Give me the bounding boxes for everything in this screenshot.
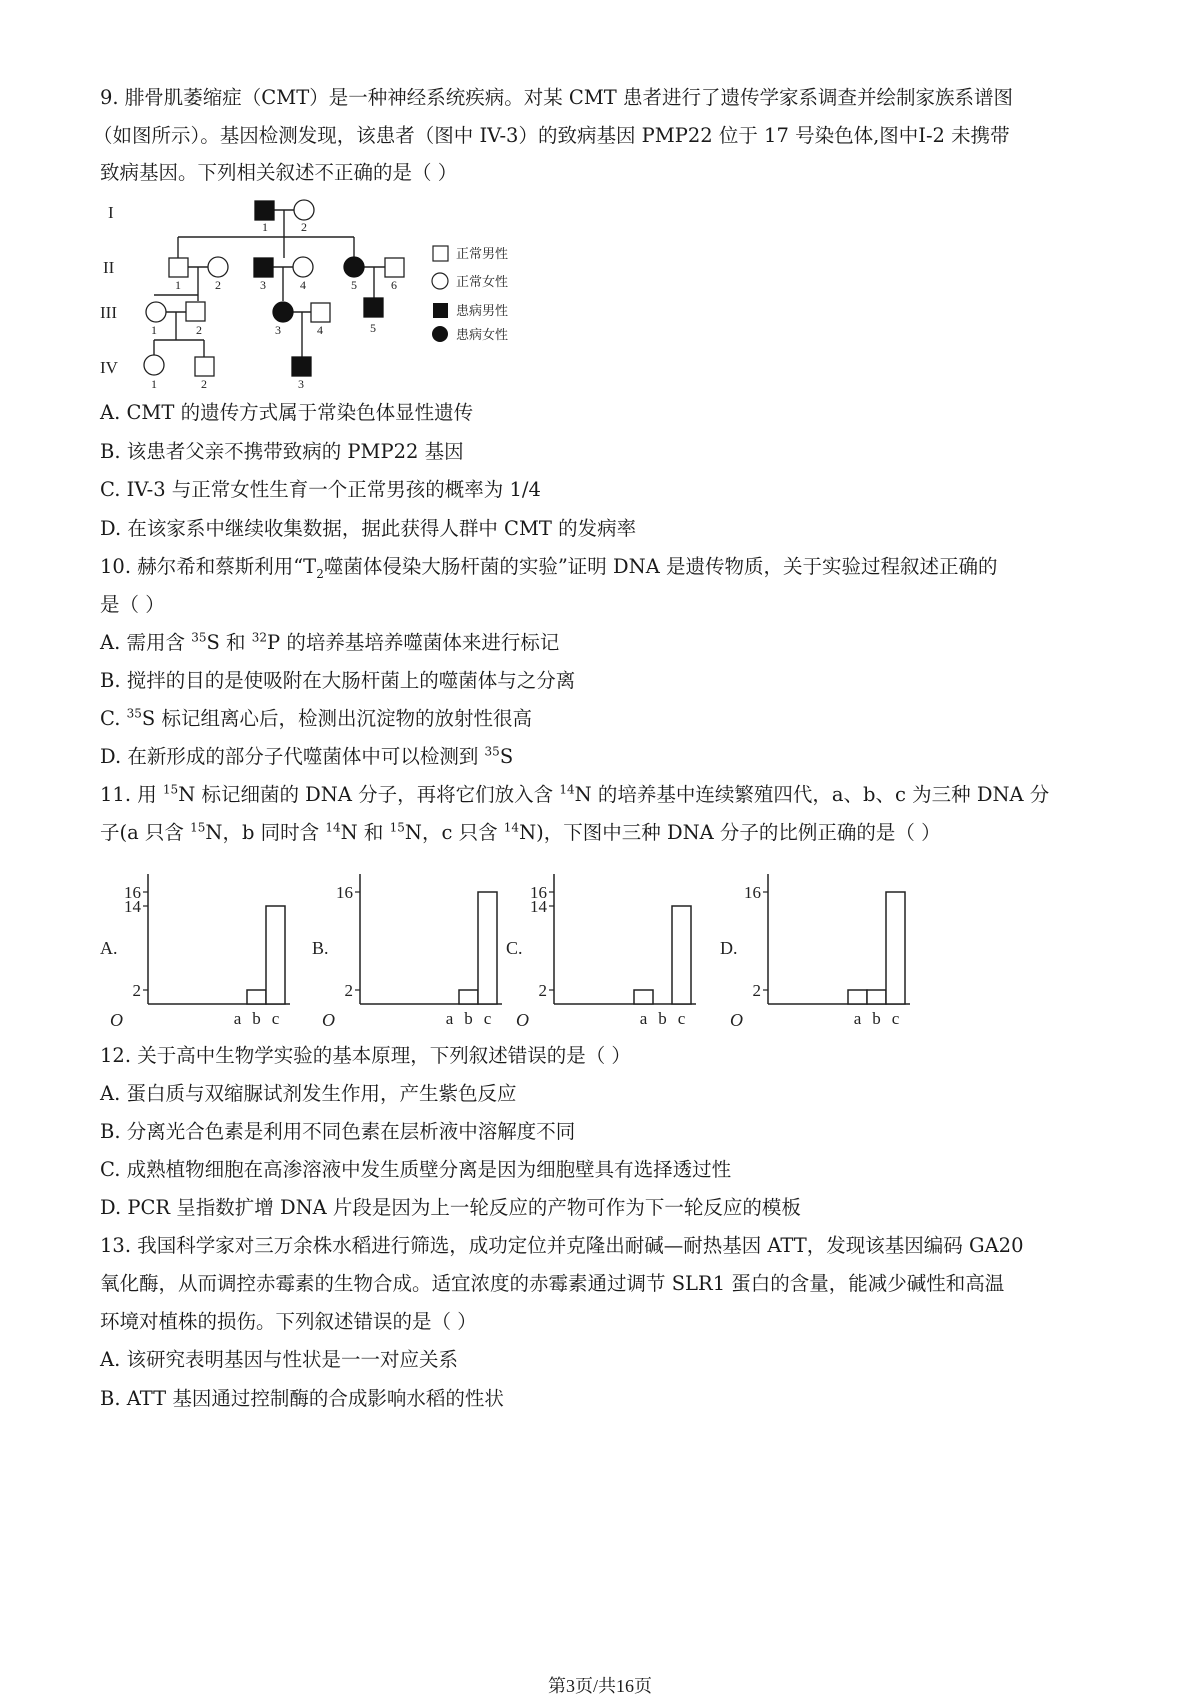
- generation-label-II: II: [103, 258, 115, 277]
- x-category-label: c: [271, 1009, 280, 1028]
- q11-stem-line-2: 子(a 只含 $^{15}$N，b 同时含 $^{14}$N 和 $^{15}$N，c 只含 $^{14}$N)，下图中三种 DNA 分子的比例正确的是（ ）: [100, 820, 941, 844]
- chart-option-label: D.: [720, 938, 738, 958]
- bar-c: [886, 892, 905, 1004]
- q13-stem-line-1: 13. 我国科学家对三万余株水稻进行筛选，成功定位并克隆出耐碱—耐热基因 ATT，发现该基因编码 GA20: [100, 1234, 1024, 1257]
- pedigree-number: 2: [201, 377, 207, 391]
- q13-stem-line-2: 氧化酶，从而调控赤霉素的生物合成。适宜浓度的赤霉素通过调节 SLR1 蛋白的含量，能减少碱性和高温: [100, 1272, 1005, 1295]
- bar-b: [247, 990, 266, 1004]
- bar-a: [634, 990, 653, 1004]
- pedigree-III-3: [273, 302, 293, 322]
- axis-origin-label: O: [322, 1010, 335, 1030]
- pedigree-legend: [432, 246, 508, 342]
- legend-affected-male: 患病男性: [456, 303, 509, 318]
- pedigree-number: 2: [301, 220, 307, 234]
- pedigree-number: 6: [391, 278, 397, 292]
- q12-option-d: D. PCR 呈指数扩增 DNA 片段是因为上一轮反应的产物可作为下一轮反应的模板: [100, 1196, 801, 1219]
- q10-option-a: A. 需用含 $^{35}$S 和 $^{32}$P 的培养基培养噬菌体来进行标记: [100, 630, 560, 654]
- pedigree-IV-1: [144, 355, 164, 375]
- pedigree-III-1: [146, 302, 166, 322]
- q9-stem-line-1: 9. 腓骨肌萎缩症（CMT）是一种神经系统疾病。对某 CMT 患者进行了遗传学家系调查并绘制家族系谱图: [100, 86, 1013, 109]
- y-tick-label: 2: [132, 981, 141, 1000]
- x-category-label: b: [658, 1009, 667, 1028]
- pedigree-diagram: [100, 197, 540, 392]
- pedigree-number: 2: [215, 278, 221, 292]
- x-category-label: a: [853, 1009, 862, 1028]
- q13-option-a: A. 该研究表明基因与性状是一一对应关系: [100, 1348, 458, 1371]
- q9-option-c: C. IV-3 与正常女性生育一个正常男孩的概率为 1/4: [100, 478, 541, 501]
- q10-option-b: B. 搅拌的目的是使吸附在大肠杆菌上的噬菌体与之分离: [100, 669, 576, 692]
- axis-origin-label: O: [110, 1010, 123, 1030]
- q12-option-a: A. 蛋白质与双缩脲试剂发生作用，产生紫色反应: [100, 1082, 517, 1105]
- pedigree-number: 5: [351, 278, 357, 292]
- q9-stem-line-2: （如图所示）。基因检测发现，该患者（图中 IV-3）的致病基因 PMP22 位于 17 号染色体,图中Ⅰ-2 未携带: [93, 124, 1010, 147]
- chart-option-label: C.: [506, 938, 523, 958]
- pedigree-II-3: [254, 258, 273, 277]
- q12-stem: 12. 关于高中生物学实验的基本原理，下列叙述错误的是（ ）: [100, 1044, 631, 1067]
- x-category-label: c: [891, 1009, 900, 1028]
- y-tick-label: 2: [752, 981, 761, 1000]
- q10-stem-line-2: 是（ ）: [100, 593, 165, 616]
- bar-c: [478, 892, 497, 1004]
- pedigree-IV-2: [195, 357, 214, 376]
- q13-stem-line-3: 环境对植株的损伤。下列叙述错误的是（ ）: [100, 1310, 477, 1333]
- pedigree-number: 5: [370, 321, 376, 335]
- x-category-label: c: [677, 1009, 686, 1028]
- pedigree-III-2: [186, 302, 205, 321]
- y-tick-label: 16: [336, 883, 353, 902]
- y-tick-label: 2: [538, 981, 547, 1000]
- y-tick-label: 14: [124, 897, 141, 916]
- q10-option-d: D. 在新形成的部分子代噬菌体中可以检测到 $^{35}$S: [100, 744, 514, 768]
- chart-option-3: [720, 862, 920, 1037]
- pedigree-number: 3: [260, 278, 266, 292]
- generation-label-III: III: [100, 303, 117, 322]
- legend-normal-male: 正常男性: [456, 246, 509, 261]
- pedigree-number: 3: [275, 323, 281, 337]
- pedigree-IV-3: [292, 357, 311, 376]
- chart-option-2: [506, 862, 706, 1037]
- y-tick-label: 14: [530, 897, 547, 916]
- x-category-label: a: [445, 1009, 454, 1028]
- pedigree-number: 4: [317, 323, 323, 337]
- pedigree-II-5: [344, 257, 364, 277]
- x-category-label: b: [252, 1009, 261, 1028]
- q9-option-b: B. 该患者父亲不携带致病的 PMP22 基因: [100, 440, 464, 463]
- pedigree-number: 1: [175, 278, 181, 292]
- chart-option-1: [312, 862, 512, 1037]
- generation-label-IV: IV: [100, 358, 118, 377]
- y-tick-label: 16: [124, 883, 141, 902]
- chart-option-label: B.: [312, 938, 329, 958]
- y-tick-label: 16: [530, 883, 547, 902]
- bar-b: [459, 990, 478, 1004]
- pedigree-I-1: [255, 201, 274, 220]
- axis-origin-label: O: [516, 1010, 529, 1030]
- pedigree-III-5: [364, 298, 383, 317]
- x-category-label: b: [872, 1009, 881, 1028]
- q12-option-b: B. 分离光合色素是利用不同色素在层析液中溶解度不同: [100, 1120, 576, 1143]
- pedigree-number: 1: [151, 377, 157, 391]
- x-category-label: b: [464, 1009, 473, 1028]
- bar-a: [848, 990, 867, 1004]
- pedigree-number: 4: [300, 278, 306, 292]
- q9-option-a: A. CMT 的遗传方式属于常染色体显性遗传: [100, 401, 474, 424]
- pedigree-number: 1: [262, 220, 268, 234]
- q10-option-c: C. $^{35}$S 标记组离心后，检测出沉淀物的放射性很高: [100, 706, 532, 730]
- pedigree-number: 1: [151, 323, 157, 337]
- q9-option-d: D. 在该家系中继续收集数据，据此获得人群中 CMT 的发病率: [100, 517, 637, 540]
- page-number-footer: 第3页/共16页: [547, 1676, 652, 1696]
- q13-option-b: B. ATT 基因通过控制酶的合成影响水稻的性状: [100, 1387, 504, 1410]
- chart-option-0: [100, 862, 300, 1037]
- legend-normal-female: 正常女性: [456, 274, 509, 289]
- q9-stem-line-3: 致病基因。下列相关叙述不正确的是（ ）: [100, 161, 458, 184]
- chart-option-label: A.: [100, 938, 118, 958]
- bar-c: [672, 906, 691, 1004]
- x-category-label: a: [639, 1009, 648, 1028]
- bar-b: [867, 990, 886, 1004]
- q11-stem-line-1: 11. 用 $^{15}$N 标记细菌的 DNA 分子，再将它们放入含 $^{14}$N 的培养基中连续繁殖四代，a、b、c 为三种 DNA 分: [100, 782, 1050, 806]
- generation-label-I: I: [108, 203, 114, 222]
- q10-stem-line-1: 10. 赫尔希和蔡斯利用“$T_2$噬菌体侵染大肠杆菌的实验”证明 DNA 是遗传物质，关于实验过程叙述正确的: [100, 555, 998, 581]
- pedigree-number: 3: [298, 377, 304, 391]
- pedigree-I-2: [294, 200, 314, 220]
- q12-option-c: C. 成熟植物细胞在高渗溶液中发生质壁分离是因为细胞壁具有选择透过性: [100, 1158, 732, 1181]
- pedigree-III-4: [311, 303, 330, 322]
- bar-c: [266, 906, 285, 1004]
- pedigree-II-2: [208, 257, 228, 277]
- x-category-label: a: [233, 1009, 242, 1028]
- axis-origin-label: O: [730, 1010, 743, 1030]
- legend-affected-female: 患病女性: [456, 327, 509, 342]
- pedigree-II-6: [385, 258, 404, 277]
- pedigree-II-4: [293, 257, 313, 277]
- x-category-label: c: [483, 1009, 492, 1028]
- y-tick-label: 16: [744, 883, 761, 902]
- y-tick-label: 2: [344, 981, 353, 1000]
- pedigree-number: 2: [196, 323, 202, 337]
- pedigree-II-1: [169, 258, 188, 277]
